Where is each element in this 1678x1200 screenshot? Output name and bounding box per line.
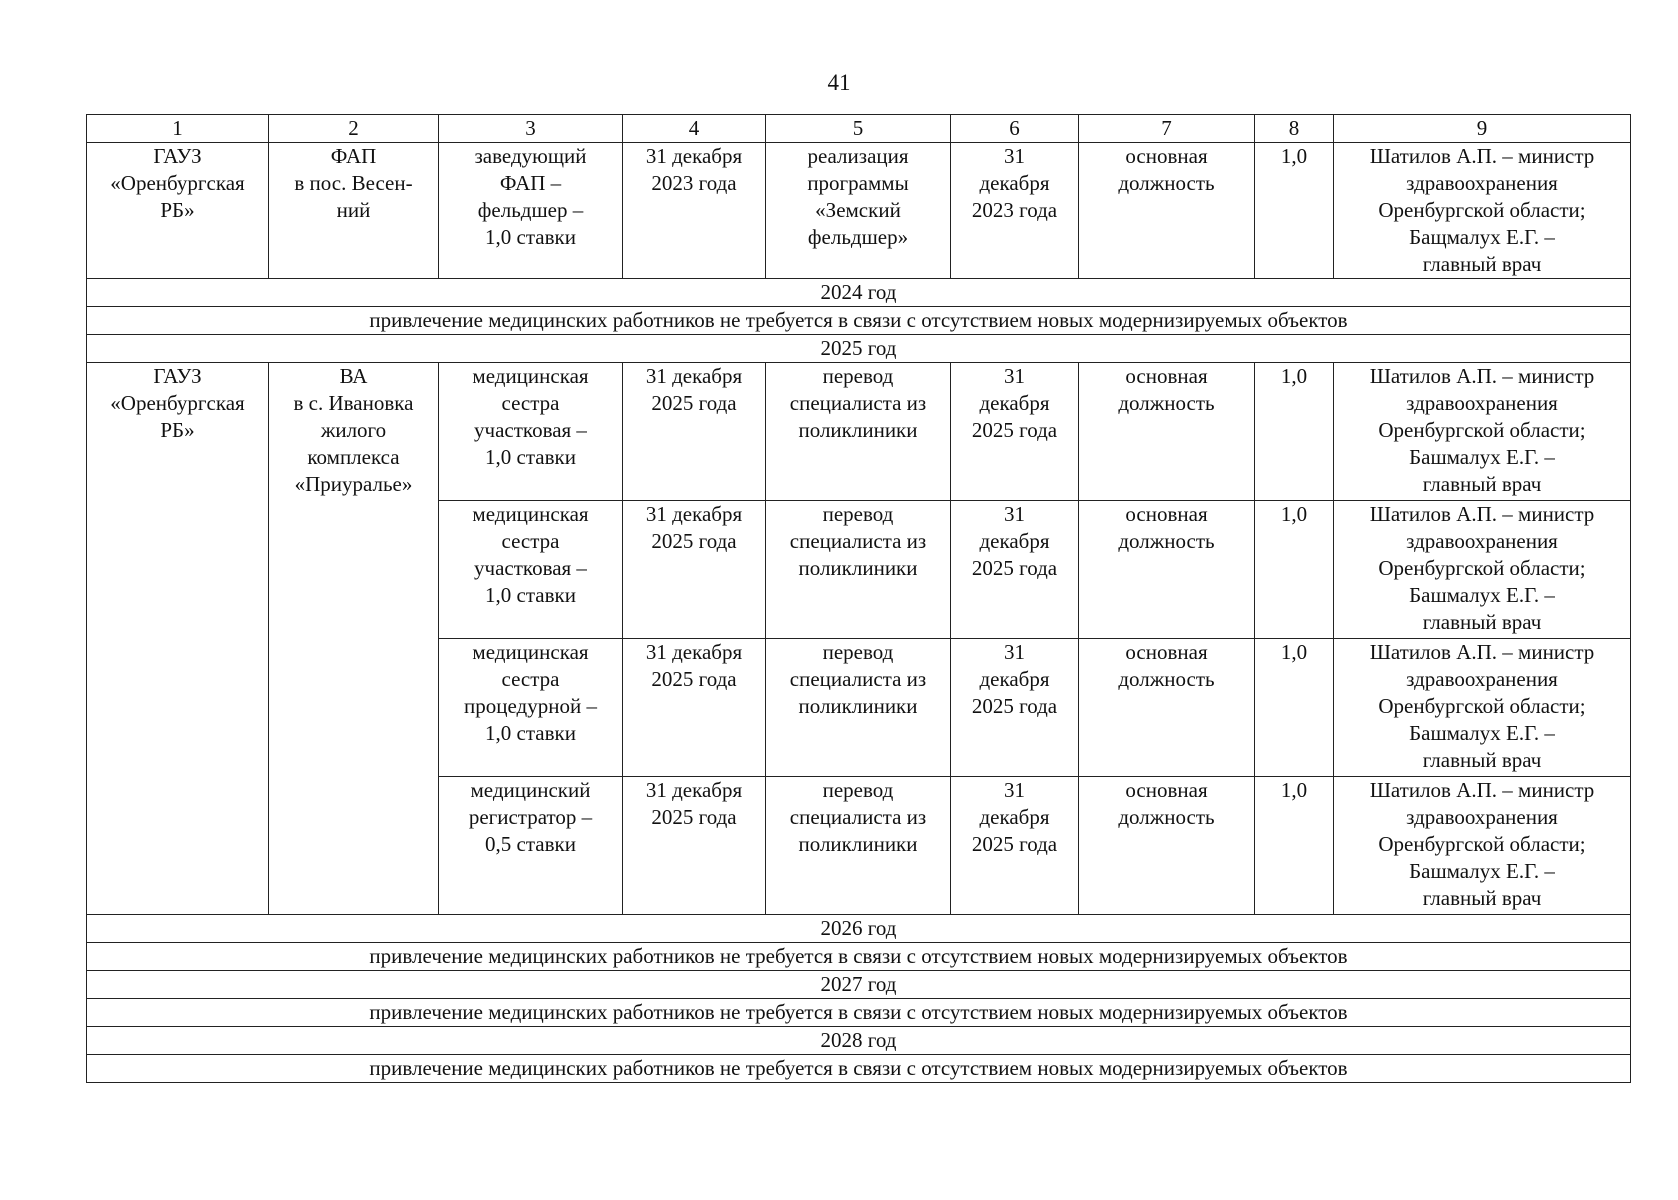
- position-cell: медицинский регистратор – 0,5 ставки: [439, 777, 623, 915]
- post-type-cell: основная должность: [1079, 639, 1255, 777]
- position-cell: медицинская сестра участковая – 1,0 ставки: [439, 363, 623, 501]
- post-type-cell: основная должность: [1079, 143, 1255, 279]
- year-heading: 2027 год: [87, 971, 1631, 999]
- column-number: 9: [1334, 115, 1631, 143]
- rate-cell: 1,0: [1255, 501, 1334, 639]
- responsible-cell: Шатилов А.П. – министр здравоохранения Оренбургской области; Башмалух Е.Г. – главный врач: [1334, 501, 1631, 639]
- date-to-cell: 31 декабря 2025 года: [951, 777, 1079, 915]
- table-row: [87, 363, 1631, 501]
- method-cell: перевод специалиста из поликлиники: [766, 363, 951, 501]
- year-note: привлечение медицинских работников не требуется в связи с отсутствием новых модернизируемых объектов: [87, 307, 1631, 335]
- date-to-cell: 31 декабря 2023 года: [951, 143, 1079, 279]
- position-cell: медицинская сестра участковая – 1,0 ставки: [439, 501, 623, 639]
- staffing-table: [86, 114, 1631, 1083]
- column-number: 3: [439, 115, 623, 143]
- rate-cell: 1,0: [1255, 363, 1334, 501]
- column-number: 2: [269, 115, 439, 143]
- method-cell: перевод специалиста из поликлиники: [766, 777, 951, 915]
- facility-cell: ВА в с. Ивановка жилого комплекса «Приуралье»: [269, 363, 439, 915]
- post-type-cell: основная должность: [1079, 363, 1255, 501]
- date-from-cell: 31 декабря 2025 года: [623, 501, 766, 639]
- position-cell: медицинская сестра процедурной – 1,0 ставки: [439, 639, 623, 777]
- column-number: 1: [87, 115, 269, 143]
- post-type-cell: основная должность: [1079, 777, 1255, 915]
- table-row: [87, 143, 1631, 279]
- responsible-cell: Шатилов А.П. – министр здравоохранения Оренбургской области; Башмалух Е.Г. – главный врач: [1334, 639, 1631, 777]
- facility-cell: ФАП в пос. Весен- ний: [269, 143, 439, 279]
- date-from-cell: 31 декабря 2023 года: [623, 143, 766, 279]
- year-heading: 2024 год: [87, 279, 1631, 307]
- year-heading: 2028 год: [87, 1027, 1631, 1055]
- column-number: 7: [1079, 115, 1255, 143]
- method-cell: перевод специалиста из поликлиники: [766, 639, 951, 777]
- organization-cell: ГАУЗ «Оренбургская РБ»: [87, 363, 269, 915]
- date-to-cell: 31 декабря 2025 года: [951, 639, 1079, 777]
- column-number: 8: [1255, 115, 1334, 143]
- date-from-cell: 31 декабря 2025 года: [623, 363, 766, 501]
- column-number-row: [87, 115, 1631, 143]
- date-from-cell: 31 декабря 2025 года: [623, 639, 766, 777]
- responsible-cell: Шатилов А.П. – министр здравоохранения Оренбургской области; Бащмалух Е.Г. – главный врач: [1334, 143, 1631, 279]
- year-note: привлечение медицинских работников не требуется в связи с отсутствием новых модернизируемых объектов: [87, 943, 1631, 971]
- rate-cell: 1,0: [1255, 639, 1334, 777]
- page-number: 41: [827, 70, 851, 95]
- date-from-cell: 31 декабря 2025 года: [623, 777, 766, 915]
- responsible-cell: Шатилов А.П. – министр здравоохранения Оренбургской области; Башмалух Е.Г. – главный врач: [1334, 777, 1631, 915]
- organization-cell: ГАУЗ «Оренбургская РБ»: [87, 143, 269, 279]
- rate-cell: 1,0: [1255, 777, 1334, 915]
- column-number: 6: [951, 115, 1079, 143]
- position-cell: заведующий ФАП – фельдшер – 1,0 ставки: [439, 143, 623, 279]
- post-type-cell: основная должность: [1079, 501, 1255, 639]
- method-cell: перевод специалиста из поликлиники: [766, 501, 951, 639]
- method-cell: реализация программы «Земский фельдшер»: [766, 143, 951, 279]
- rate-cell: 1,0: [1255, 143, 1334, 279]
- date-to-cell: 31 декабря 2025 года: [951, 501, 1079, 639]
- date-to-cell: 31 декабря 2025 года: [951, 363, 1079, 501]
- column-number: 4: [623, 115, 766, 143]
- year-heading: 2026 год: [87, 915, 1631, 943]
- responsible-cell: Шатилов А.П. – министр здравоохранения Оренбургской области; Башмалух Е.Г. – главный врач: [1334, 363, 1631, 501]
- year-note: привлечение медицинских работников не требуется в связи с отсутствием новых модернизируемых объектов: [87, 999, 1631, 1027]
- year-note: привлечение медицинских работников не требуется в связи с отсутствием новых модернизируемых объектов: [87, 1055, 1631, 1083]
- year-heading: 2025 год: [87, 335, 1631, 363]
- column-number: 5: [766, 115, 951, 143]
